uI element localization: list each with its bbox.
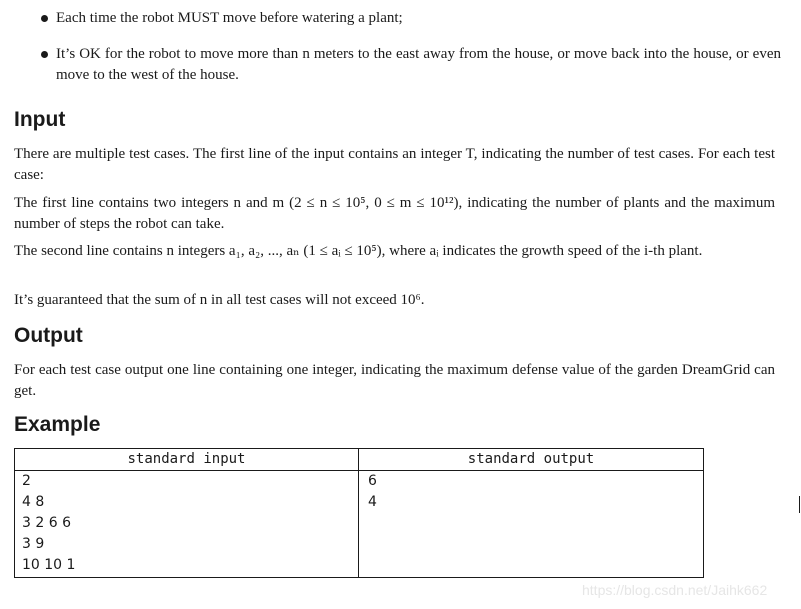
input-line: 3 2 6 6 (22, 515, 71, 531)
output-line: 6 (368, 473, 377, 489)
bullet-item-1: Each time the robot MUST move before watering a plant; (56, 10, 403, 26)
output-paragraph-1: For each test case output one line containing one integer, indicating the maximum defense value of the garden DreamGrid can get. (14, 362, 775, 399)
standard-output-cell (368, 471, 377, 513)
bullet-icon (38, 48, 50, 60)
standard-output-header: standard output (467, 451, 595, 467)
watermark: https://blog.csdn.net/Jaihk662 (582, 582, 768, 598)
output-line: 4 (368, 494, 377, 510)
example-table (14, 448, 704, 578)
bullet-item-2: It’s OK for the robot to move more than n meters to the east away from the house, or move back into the house, or even move to the west of the house. (56, 46, 781, 83)
standard-input-cell (22, 471, 75, 576)
input-paragraph-1: There are multiple test cases. The first line of the input contains an integer T, indicating the number of test cases. For each test case: (14, 146, 775, 183)
input-paragraph-4: It’s guaranteed that the sum of n in all test cases will not exceed 10⁶. (14, 292, 425, 308)
input-paragraph-2: The first line contains two integers n and m (2 ≤ n ≤ 10⁵, 0 ≤ m ≤ 10¹²), indicating the number of plants and the maximum number of steps the robot can take. (14, 195, 775, 232)
text-cursor (799, 496, 800, 513)
bullet-icon (38, 12, 50, 24)
table-divider (15, 470, 703, 471)
input-line: 2 (22, 473, 31, 489)
standard-input-header: standard input (127, 451, 246, 467)
input-line: 3 9 (22, 536, 45, 552)
input-paragraph-3: The second line contains n integers a₁, a₂, ..., aₙ (1 ≤ aᵢ ≤ 10⁵), where aᵢ indicates the growth speed of the i-th plant. (14, 243, 703, 259)
input-line: 10 10 1 (22, 557, 76, 573)
output-heading: Output (14, 324, 83, 347)
example-heading: Example (14, 413, 101, 436)
input-line: 4 8 (22, 494, 45, 510)
input-heading: Input (14, 108, 66, 131)
